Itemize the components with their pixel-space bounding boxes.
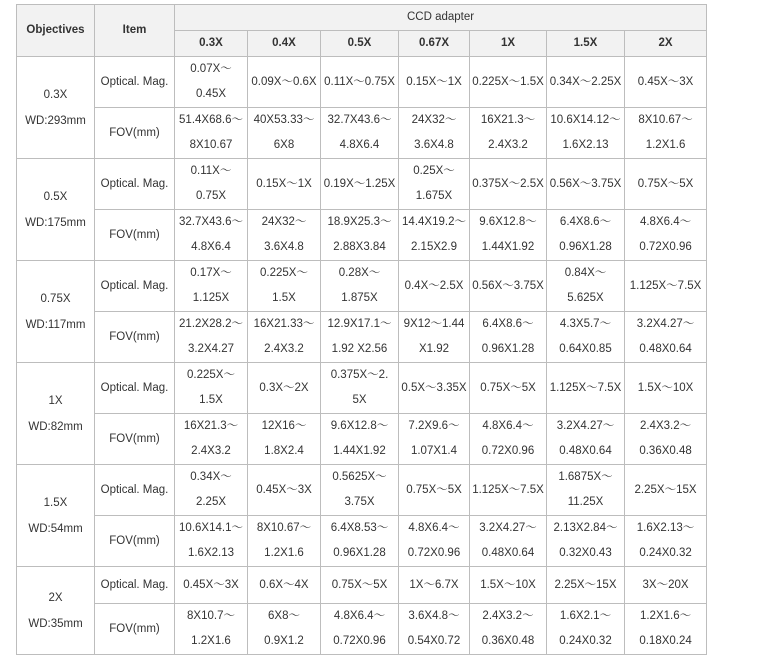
fov-cell bbox=[175, 516, 248, 567]
cell-line: 9.6X12.8～ bbox=[330, 420, 389, 432]
optical-mag-cell bbox=[248, 567, 321, 604]
optical-mag-cell bbox=[175, 159, 248, 210]
cell-line: 6X8～ bbox=[268, 610, 300, 622]
cell-line: 0.72X0.96 bbox=[333, 635, 386, 647]
table-row bbox=[17, 261, 707, 312]
cell-line: 1.6875X～ bbox=[558, 471, 613, 483]
cell-line: 0.72X0.96 bbox=[407, 547, 461, 559]
optical-mag-cell bbox=[399, 465, 470, 516]
cell-line: 3.2X4.27～ bbox=[556, 420, 615, 432]
optical-mag-cell bbox=[399, 57, 470, 108]
fov-cell bbox=[470, 210, 547, 261]
cell-line: 0.3X～2X bbox=[259, 381, 309, 394]
cell-line: 0.5625X～ bbox=[332, 471, 387, 483]
table-row bbox=[17, 312, 707, 363]
cell-line: 0.225X～1.5X bbox=[472, 75, 544, 88]
cell-line: 0.45X～3X bbox=[256, 483, 312, 496]
cell-line: 6.4X8.6～ bbox=[482, 318, 534, 330]
optical-mag-cell bbox=[547, 57, 625, 108]
cell-line: 0.72X0.96 bbox=[639, 241, 692, 253]
cell-line: 1.6X2.13 bbox=[562, 139, 609, 151]
optical-mag-cell bbox=[175, 57, 248, 108]
optical-mag-cell bbox=[175, 465, 248, 516]
cell-line: 0.75X～5X bbox=[331, 578, 388, 591]
working-distance: WD:54mm bbox=[28, 522, 83, 535]
cell-line: 16X21.3～ bbox=[183, 420, 239, 432]
cell-line: 6.4X8.53～ bbox=[330, 522, 389, 534]
fov-cell bbox=[321, 108, 399, 159]
cell-line: 2.13X2.84～ bbox=[553, 522, 618, 534]
table-row bbox=[17, 57, 707, 108]
cell-line: 4.8X6.4～ bbox=[408, 522, 460, 534]
header-multiplier: 0.4X bbox=[248, 31, 321, 57]
item-optical-mag: Optical. Mag. bbox=[95, 57, 175, 108]
cell-line: 1.5X～10X bbox=[637, 381, 694, 394]
table-row bbox=[17, 363, 707, 414]
fov-cell bbox=[248, 108, 321, 159]
optical-mag-cell bbox=[321, 159, 399, 210]
cell-line: 3.6X4.8 bbox=[414, 139, 454, 151]
fov-cell bbox=[399, 210, 470, 261]
cell-line: 24X32～ bbox=[261, 216, 307, 228]
fov-cell bbox=[470, 516, 547, 567]
cell-line: 2.4X3.2～ bbox=[639, 420, 692, 432]
cell-line: 2.25X～15X bbox=[554, 578, 617, 591]
fov-cell bbox=[248, 414, 321, 465]
cell-line: 24X32～ bbox=[411, 114, 457, 126]
cell-line: 8X10.7～ bbox=[187, 610, 235, 622]
header-multiplier: 1.5X bbox=[547, 31, 625, 57]
cell-line: 8X10.67～ bbox=[256, 522, 312, 534]
cell-line: 4.8X6.4～ bbox=[639, 216, 692, 228]
cell-line: 1.6X2.13～ bbox=[636, 522, 695, 534]
objective-magnification: 1.5X bbox=[43, 496, 68, 509]
cell-line: 1.5X bbox=[199, 394, 223, 406]
cell-line: 3.6X4.8 bbox=[264, 241, 304, 253]
optical-mag-cell bbox=[175, 567, 248, 604]
cell-line: 0.11X～ bbox=[190, 165, 232, 177]
cell-line: 5X bbox=[352, 394, 367, 406]
cell-line: 40X53.33～ bbox=[253, 114, 315, 126]
header-ccd-adapter: CCD adapter bbox=[175, 5, 707, 31]
fov-cell bbox=[470, 604, 547, 655]
header-multiplier: 1X bbox=[470, 31, 547, 57]
fov-cell bbox=[625, 312, 707, 363]
optical-mag-cell bbox=[399, 159, 470, 210]
fov-cell bbox=[399, 312, 470, 363]
optical-mag-cell bbox=[547, 567, 625, 604]
cell-line: 9.6X12.8～ bbox=[479, 216, 537, 228]
fov-cell bbox=[547, 604, 625, 655]
cell-line: 1.125X bbox=[192, 292, 230, 304]
cell-line: 0.9X1.2 bbox=[264, 635, 304, 647]
fov-cell bbox=[248, 516, 321, 567]
fov-cell bbox=[321, 516, 399, 567]
fov-cell bbox=[470, 414, 547, 465]
cell-line: 1.2X1.6 bbox=[645, 139, 686, 151]
optical-mag-cell bbox=[470, 261, 547, 312]
cell-line: 2.4X3.2 bbox=[191, 445, 231, 457]
cell-line: 5.625X bbox=[567, 292, 604, 304]
cell-line: 0.75X～5X bbox=[480, 381, 536, 394]
cell-line: 0.45X～3X bbox=[637, 75, 694, 88]
cell-line: 0.45X～3X bbox=[183, 578, 239, 591]
cell-line: 0.75X～5X bbox=[637, 177, 694, 190]
cell-line: 1.2X1.6～ bbox=[639, 610, 692, 622]
optical-mag-cell bbox=[470, 363, 547, 414]
objective-cell bbox=[17, 159, 95, 261]
cell-line: 0.25X～ bbox=[413, 165, 455, 177]
cell-line: 3.2X4.27～ bbox=[636, 318, 695, 330]
optical-mag-cell bbox=[625, 261, 707, 312]
cell-line: 1X～6.7X bbox=[409, 578, 459, 591]
cell-line: 0.18X0.24 bbox=[639, 635, 692, 647]
cell-line: 0.375X～2. bbox=[330, 369, 389, 381]
optical-mag-cell bbox=[321, 261, 399, 312]
working-distance: WD:82mm bbox=[28, 420, 83, 433]
cell-line: 0.11X～0.75X bbox=[324, 75, 395, 88]
fov-cell bbox=[547, 312, 625, 363]
cell-line: 0.45X bbox=[195, 88, 227, 100]
cell-line: 0.24X0.32 bbox=[639, 547, 692, 559]
cell-line: 0.24X0.32 bbox=[559, 635, 612, 647]
cell-line: 3.2X4.27～ bbox=[479, 522, 537, 534]
cell-line: 4.8X6.4 bbox=[191, 241, 231, 253]
fov-cell bbox=[625, 108, 707, 159]
cell-line: 9X12～1.44 bbox=[403, 318, 465, 330]
item-fov: FOV(mm) bbox=[95, 210, 175, 261]
optical-mag-cell bbox=[321, 57, 399, 108]
item-fov: FOV(mm) bbox=[95, 312, 175, 363]
table-row bbox=[17, 465, 707, 516]
cell-line: 32.7X43.6～ bbox=[327, 114, 392, 126]
cell-line: 0.5X～3.35X bbox=[401, 381, 467, 394]
cell-line: 18.9X25.3～ bbox=[327, 216, 392, 228]
fov-cell bbox=[175, 604, 248, 655]
optical-mag-cell bbox=[248, 363, 321, 414]
cell-line: 1.5X bbox=[272, 292, 296, 304]
optical-mag-cell bbox=[470, 57, 547, 108]
cell-line: 1.125X～7.5X bbox=[472, 483, 544, 496]
cell-line: 0.225X～ bbox=[260, 267, 308, 279]
cell-line: 0.17X～ bbox=[190, 267, 232, 279]
objective-cell bbox=[17, 363, 95, 465]
cell-line: 3X～20X bbox=[642, 578, 689, 591]
cell-line: 0.375X～2.5X bbox=[472, 177, 544, 190]
optical-mag-cell bbox=[547, 465, 625, 516]
cell-line: 4.8X6.4～ bbox=[333, 610, 386, 622]
cell-line: 0.4X～2.5X bbox=[404, 279, 464, 292]
cell-line: 1.6X2.1～ bbox=[559, 610, 612, 622]
objective-cell bbox=[17, 465, 95, 567]
item-optical-mag: Optical. Mag. bbox=[95, 159, 175, 210]
optical-mag-cell bbox=[321, 363, 399, 414]
fov-cell bbox=[547, 414, 625, 465]
cell-line: 2.4X3.2 bbox=[264, 343, 304, 355]
item-fov: FOV(mm) bbox=[95, 604, 175, 655]
cell-line: 2.25X bbox=[195, 496, 227, 508]
optical-mag-cell bbox=[547, 159, 625, 210]
cell-line: 10.6X14.12～ bbox=[550, 114, 621, 126]
item-optical-mag: Optical. Mag. bbox=[95, 465, 175, 516]
cell-line: 1.6X2.13 bbox=[187, 547, 235, 559]
objective-magnification: 0.3X bbox=[43, 88, 68, 101]
cell-line: 7.2X9.6～ bbox=[408, 420, 460, 432]
optical-mag-cell bbox=[625, 465, 707, 516]
cell-line: 32.7X43.6～ bbox=[179, 216, 243, 228]
cell-line: 0.36X0.48 bbox=[481, 635, 535, 647]
item-fov: FOV(mm) bbox=[95, 108, 175, 159]
item-optical-mag: Optical. Mag. bbox=[95, 261, 175, 312]
cell-line: 21.2X28.2～ bbox=[179, 318, 243, 330]
table-row bbox=[17, 604, 707, 655]
fov-cell bbox=[399, 108, 470, 159]
cell-line: 8X10.67～ bbox=[638, 114, 693, 126]
fov-cell bbox=[321, 312, 399, 363]
cell-line: 2.4X3.2 bbox=[488, 139, 528, 151]
objective-magnification: 1X bbox=[48, 394, 63, 407]
cell-line: 16X21.33～ bbox=[253, 318, 315, 330]
cell-line: 1.125X～7.5X bbox=[549, 381, 622, 394]
fov-cell bbox=[248, 312, 321, 363]
optical-mag-cell bbox=[625, 363, 707, 414]
optical-mag-cell bbox=[547, 363, 625, 414]
cell-line: 2.88X3.84 bbox=[333, 241, 386, 253]
cell-line: 0.48X0.64 bbox=[639, 343, 692, 355]
cell-line: 0.56X～3.75X bbox=[549, 177, 622, 190]
optical-mag-cell bbox=[248, 261, 321, 312]
cell-line: 2.15X2.9 bbox=[410, 241, 458, 253]
cell-line: 3.6X4.8～ bbox=[408, 610, 460, 622]
header-item: Item bbox=[95, 5, 175, 57]
cell-line: 0.07X～ bbox=[190, 63, 232, 75]
cell-line: 0.72X0.96 bbox=[481, 445, 535, 457]
cell-line: 4.3X5.7～ bbox=[559, 318, 612, 330]
cell-line: 0.15X～1X bbox=[406, 75, 462, 88]
optical-mag-cell bbox=[399, 261, 470, 312]
optical-mag-cell bbox=[625, 567, 707, 604]
optical-mag-cell bbox=[175, 261, 248, 312]
objective-cell bbox=[17, 261, 95, 363]
cell-line: 8X10.67 bbox=[189, 139, 233, 151]
cell-line: 4.8X6.4 bbox=[339, 139, 380, 151]
table-row bbox=[17, 516, 707, 567]
cell-line: 2.25X～15X bbox=[634, 483, 697, 496]
cell-line: 0.32X0.43 bbox=[559, 547, 612, 559]
cell-line: 6.4X8.6～ bbox=[559, 216, 612, 228]
fov-cell bbox=[399, 516, 470, 567]
cell-line: 1.2X1.6 bbox=[191, 635, 231, 647]
item-fov: FOV(mm) bbox=[95, 516, 175, 567]
item-fov: FOV(mm) bbox=[95, 414, 175, 465]
cell-line: X1.92 bbox=[418, 343, 450, 355]
fov-cell bbox=[175, 108, 248, 159]
header-multiplier: 2X bbox=[625, 31, 707, 57]
cell-line: 10.6X14.1～ bbox=[179, 522, 243, 534]
fov-cell bbox=[625, 604, 707, 655]
cell-line: 1.92 X2.56 bbox=[331, 343, 388, 355]
cell-line: 6X8 bbox=[273, 139, 295, 151]
item-optical-mag: Optical. Mag. bbox=[95, 567, 175, 604]
cell-line: 0.225X～ bbox=[187, 369, 235, 381]
fov-cell bbox=[321, 604, 399, 655]
optical-mag-cell bbox=[625, 159, 707, 210]
cell-line: 0.6X～4X bbox=[259, 578, 309, 591]
fov-cell bbox=[470, 312, 547, 363]
table-body bbox=[17, 57, 707, 655]
cell-line: 12.9X17.1～ bbox=[327, 318, 392, 330]
item-optical-mag: Optical. Mag. bbox=[95, 363, 175, 414]
cell-line: 0.84X～ bbox=[564, 267, 607, 279]
optical-mag-cell bbox=[248, 465, 321, 516]
fov-cell bbox=[547, 516, 625, 567]
cell-line: 1.2X1.6 bbox=[264, 547, 304, 559]
fov-cell bbox=[399, 604, 470, 655]
cell-line: 14.4X19.2～ bbox=[402, 216, 466, 228]
optical-mag-cell bbox=[321, 567, 399, 604]
fov-cell bbox=[248, 604, 321, 655]
cell-line: 16X21.3～ bbox=[480, 114, 536, 126]
cell-line: 0.34X～ bbox=[190, 471, 232, 483]
cell-line: 1.5X～10X bbox=[480, 578, 536, 591]
objective-magnification: 0.5X bbox=[43, 190, 68, 203]
cell-line: 3.2X4.27 bbox=[187, 343, 235, 355]
cell-line: 0.54X0.72 bbox=[407, 635, 461, 647]
optical-mag-cell bbox=[399, 567, 470, 604]
table-row bbox=[17, 414, 707, 465]
optical-mag-cell bbox=[470, 567, 547, 604]
fov-cell bbox=[399, 414, 470, 465]
cell-line: 12X16～ bbox=[261, 420, 307, 432]
fov-cell bbox=[321, 414, 399, 465]
cell-line: 1.44X1.92 bbox=[481, 241, 535, 253]
fov-cell bbox=[470, 108, 547, 159]
optical-mag-cell bbox=[625, 57, 707, 108]
header-multiplier: 0.3X bbox=[175, 31, 248, 57]
cell-line: 0.48X0.64 bbox=[559, 445, 612, 457]
objective-cell bbox=[17, 567, 95, 655]
working-distance: WD:175mm bbox=[25, 216, 86, 229]
specification-table bbox=[16, 4, 707, 655]
fov-cell bbox=[625, 210, 707, 261]
optical-mag-cell bbox=[321, 465, 399, 516]
cell-line: 0.75X bbox=[195, 190, 227, 202]
working-distance: WD:117mm bbox=[25, 318, 86, 331]
cell-line: 0.28X～ bbox=[338, 267, 381, 279]
cell-line: 0.34X～2.25X bbox=[549, 75, 622, 88]
cell-line: 0.36X0.48 bbox=[639, 445, 692, 457]
optical-mag-cell bbox=[399, 363, 470, 414]
cell-line: 0.56X～3.75X bbox=[472, 279, 544, 292]
cell-line: 0.64X0.85 bbox=[559, 343, 612, 355]
cell-line: 0.15X～1X bbox=[256, 177, 312, 190]
optical-mag-cell bbox=[248, 57, 321, 108]
optical-mag-cell bbox=[547, 261, 625, 312]
fov-cell bbox=[321, 210, 399, 261]
cell-line: 51.4X68.6～ bbox=[179, 114, 243, 126]
fov-cell bbox=[175, 210, 248, 261]
table-row bbox=[17, 108, 707, 159]
table-row bbox=[17, 210, 707, 261]
cell-line: 1.875X bbox=[341, 292, 378, 304]
cell-line: 0.96X1.28 bbox=[481, 343, 535, 355]
optical-mag-cell bbox=[470, 159, 547, 210]
cell-line: 1.07X1.4 bbox=[410, 445, 458, 457]
optical-mag-cell bbox=[175, 363, 248, 414]
cell-line: 0.48X0.64 bbox=[481, 547, 535, 559]
working-distance: WD:293mm bbox=[25, 114, 86, 127]
cell-line: 0.09X～0.6X bbox=[251, 75, 317, 88]
cell-line: 11.25X bbox=[567, 496, 604, 508]
objective-magnification: 2X bbox=[48, 591, 63, 604]
cell-line: 1.8X2.4 bbox=[264, 445, 304, 457]
cell-line: 0.96X1.28 bbox=[559, 241, 612, 253]
fov-cell bbox=[625, 516, 707, 567]
cell-line: 0.96X1.28 bbox=[333, 547, 386, 559]
cell-line: 0.75X～5X bbox=[406, 483, 462, 496]
objective-magnification: 0.75X bbox=[40, 292, 71, 305]
cell-line: 1.125X～7.5X bbox=[629, 279, 702, 292]
table-row bbox=[17, 567, 707, 604]
optical-mag-cell bbox=[248, 159, 321, 210]
cell-line: 2.4X3.2～ bbox=[482, 610, 534, 622]
fov-cell bbox=[625, 414, 707, 465]
optical-mag-cell bbox=[470, 465, 547, 516]
header-objectives: Objectives bbox=[17, 5, 95, 57]
header-multiplier: 0.67X bbox=[399, 31, 470, 57]
cell-line: 1.675X bbox=[415, 190, 453, 202]
fov-cell bbox=[175, 414, 248, 465]
cell-line: 3.75X bbox=[344, 496, 375, 508]
fov-cell bbox=[547, 210, 625, 261]
cell-line: 4.8X6.4～ bbox=[482, 420, 534, 432]
working-distance: WD:35mm bbox=[28, 617, 83, 630]
fov-cell bbox=[175, 312, 248, 363]
fov-cell bbox=[547, 108, 625, 159]
header-multiplier: 0.5X bbox=[321, 31, 399, 57]
cell-line: 1.44X1.92 bbox=[333, 445, 386, 457]
objective-cell bbox=[17, 57, 95, 159]
fov-cell bbox=[248, 210, 321, 261]
table-row bbox=[17, 159, 707, 210]
cell-line: 0.19X～1.25X bbox=[323, 177, 396, 190]
